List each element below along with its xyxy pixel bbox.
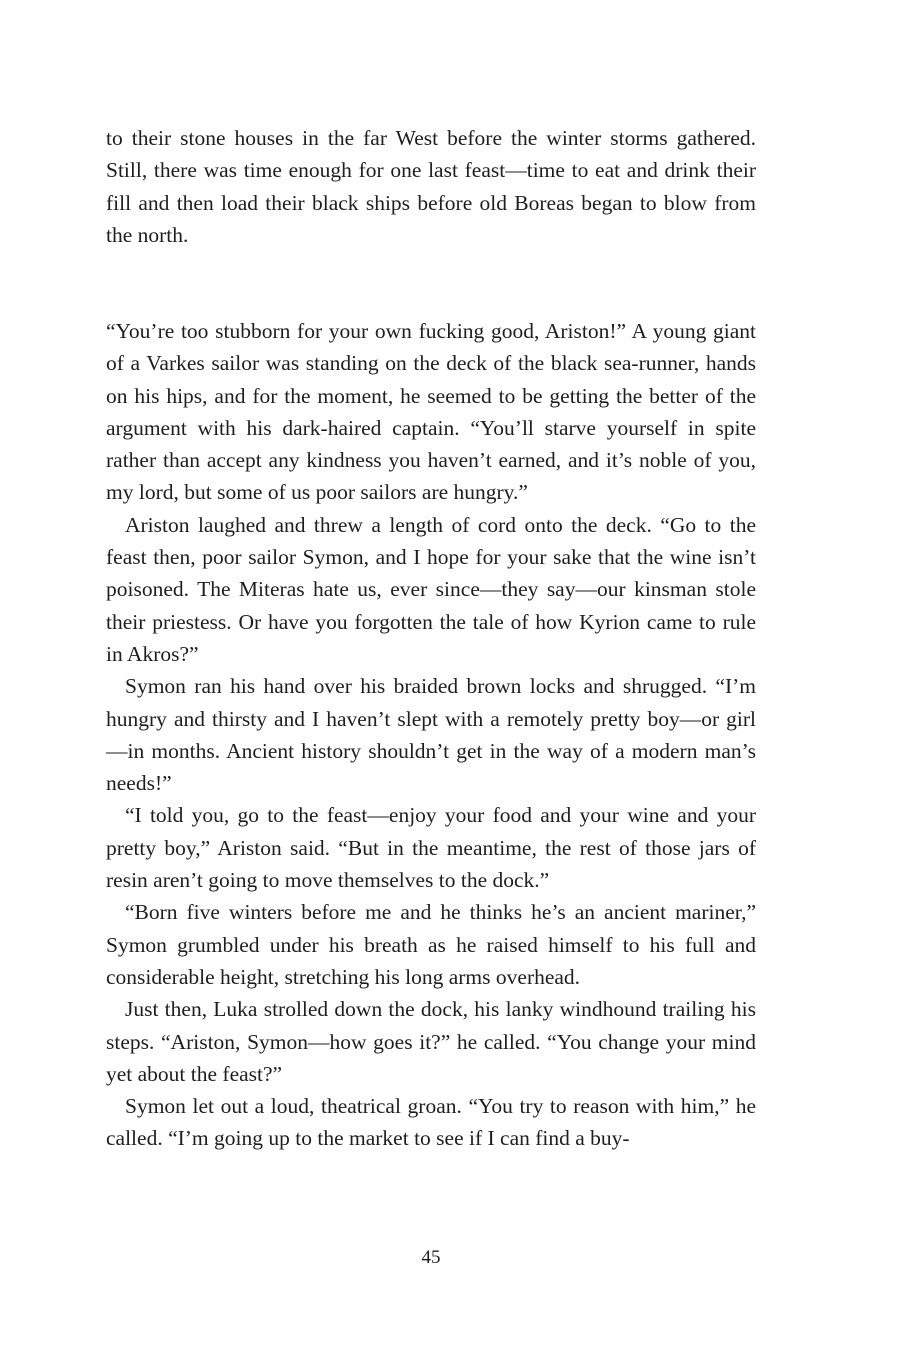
paragraph: to their stone houses in the far West before the winter storms gathered. Still, there was time enough for one last feast—time to eat and drink their fill and then load their black ships before old Boreas began to blow from the north. xyxy=(106,126,756,247)
section-2-text xyxy=(106,315,756,1155)
paragraph: Symon ran his hand over his braided brown locks and shrugged. “I’m hungry and thirsty and I haven’t slept with a remotely pretty boy—or girl—in months. Ancient history shouldn’t get in the way of a modern man’s needs!” xyxy=(106,674,756,796)
section-1-text xyxy=(106,122,756,251)
paragraph: “Born five winters before me and he thinks he’s an ancient mariner,” Symon grumbled under his breath as he raised himself to his full and considerable height, stretching his long arms overhead. xyxy=(106,900,756,989)
paragraph: Symon let out a loud, theatrical groan. “You try to reason with him,” he called. “I’m going up to the market to see if I can find a buy- xyxy=(106,1094,756,1151)
paragraph: Ariston laughed and threw a length of cord onto the deck. “Go to the feast then, poor sailor Symon, and I hope for your sake that the wine isn’t poisoned. The Miteras hate us, ever since—they say—our kinsman stole their priestess. Or have you forgotten the tale of how Kyrion came to rule in Akros?” xyxy=(106,512,756,666)
page-number: 45 xyxy=(421,1247,441,1268)
paragraph: “I told you, go to the feast—enjoy your food and your wine and your pretty boy,” Ariston said. “But in the meantime, the rest of those jars of resin aren’t going to move themselves to the dock.” xyxy=(106,803,756,893)
paragraph: Just then, Luka strolled down the dock, his lanky windhound trailing his steps. “Ariston, Symon—how goes it?” he called. “You change your mind yet about the feast?” xyxy=(106,997,756,1086)
paragraph: “You’re too stubborn for your own fucking good, Ariston!” A young giant of a Varkes sailor was standing on the deck of the black sea-runner, hands on his hips, and for the moment, he seemed to be getting the better of the argument with his dark-haired captain. “You’ll starve yourself in spite rather than accept any kindness you haven’t earned, and it’s noble of you, my lord, but some of us poor sailors are hungry.” xyxy=(106,319,756,505)
